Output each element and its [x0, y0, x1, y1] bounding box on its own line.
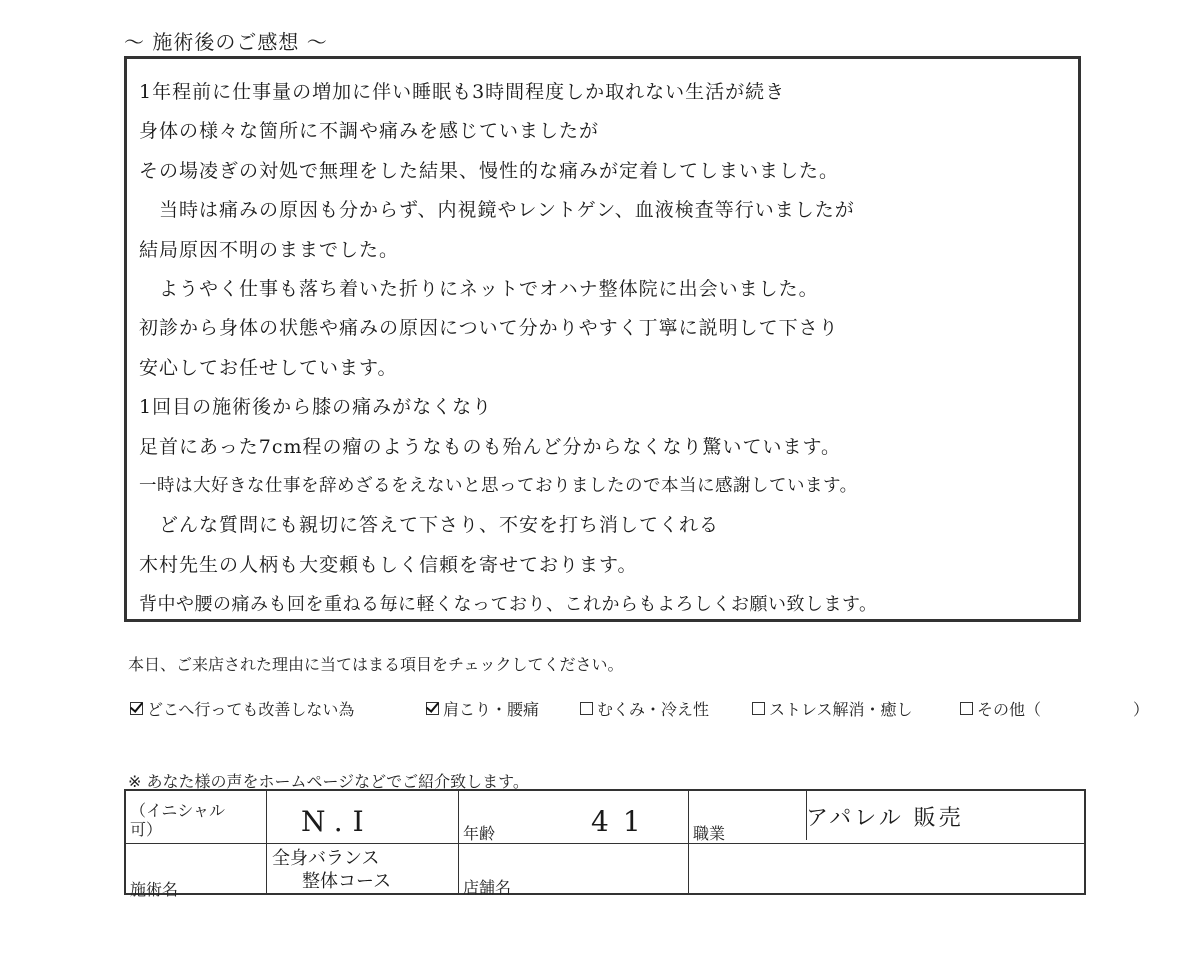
reason-option-stress-relief[interactable] — [752, 697, 913, 720]
table-col-divider — [458, 791, 459, 893]
reason-option-swelling-cold[interactable] — [580, 697, 709, 720]
reason-option-not-improving[interactable] — [130, 697, 354, 720]
impression-line: ようやく仕事も落ち着いた折りにネットでオハナ整体院に出会いました。 — [139, 277, 819, 300]
reason-label: 肩こり・腰痛 — [443, 700, 540, 719]
impression-line: 足首にあった7cm程の瘤のようなものも殆んど分からなくなり驚いています。 — [139, 435, 842, 458]
checkbox-checked[interactable] — [130, 702, 143, 715]
impression-line: 木村先生の人柄も大変頼もしく信頼を寄せております。 — [139, 553, 638, 576]
impression-line: 身体の様々な箇所に不調や痛みを感じていましたが — [139, 120, 600, 143]
treatment-value: 全身バランス 整体コース — [272, 848, 392, 892]
reason-option-shoulder-back[interactable] — [426, 697, 539, 720]
impression-line: どんな質問にも親切に答えて下さり、不安を打ち消してくれる — [139, 514, 720, 537]
impression-line: 初診から身体の状態や痛みの原因について分かりやすく丁寧に説明して下さり — [139, 317, 839, 340]
initial-value: N.I — [301, 805, 374, 838]
checkbox-unchecked[interactable] — [580, 702, 593, 715]
impression-line: 安心してお任せしています。 — [139, 356, 398, 379]
impression-line: その場凌ぎの対処で無理をした結果、慢性的な痛みが定着してしまいました。 — [139, 159, 840, 182]
initial-label: （イニシャル 可） — [130, 801, 226, 839]
customer-info-table — [124, 789, 1086, 899]
checkbox-unchecked[interactable] — [960, 702, 973, 715]
impression-line: 1回目の施術後から膝の痛みがなくなり — [139, 396, 493, 419]
impression-line: 一時は大好きな仕事を辞めざるをえないと思っておりましたので本当に感謝しています。 — [139, 475, 858, 496]
publish-note: ※ あなた様の声をホームページなどでご紹介致します。 — [128, 772, 529, 791]
handwritten-impression — [139, 73, 1072, 624]
impression-line: 1年程前に仕事量の増加に伴い睡眠も3時間程度しか取れない生活が続き — [139, 81, 786, 103]
occupation-value: アパレル 販売 — [806, 806, 964, 831]
occupation-label: 職業 — [693, 824, 726, 843]
treatment-label: 施術名 — [130, 880, 179, 899]
checkbox-unchecked[interactable] — [752, 702, 765, 715]
store-label: 店舗名 — [463, 878, 512, 897]
reason-label: ストレス解消・癒し — [769, 700, 913, 719]
table-col-divider — [688, 791, 689, 893]
reason-checklist — [128, 697, 1158, 721]
impression-line: 当時は痛みの原因も分からず、内視鏡やレントゲン、血液検査等行いましたが — [139, 199, 855, 222]
checkbox-checked[interactable] — [426, 702, 439, 715]
reason-label: どこへ行っても改善しない為 — [147, 700, 355, 719]
impression-line: 結局原因不明のままでした。 — [139, 238, 400, 261]
reason-label: むくみ・冷え性 — [597, 700, 710, 719]
reason-label: その他（ — [977, 700, 1042, 719]
table-col-divider — [266, 791, 267, 893]
age-value: 41 — [591, 805, 655, 838]
table-row-divider — [126, 843, 1084, 844]
other-paren-close: ） — [1133, 700, 1150, 719]
impression-box — [124, 56, 1081, 622]
reason-prompt: 本日、ご来店された理由に当てはまる項目をチェックしてください。 — [128, 655, 624, 674]
impression-line: 背中や腰の痛みも回を重ねる毎に軽くなっており、これからもよろしくお願い致します。 — [139, 594, 878, 616]
reason-option-other[interactable] — [960, 697, 1041, 720]
age-label: 年齢 — [463, 824, 496, 843]
form-title: ～ 施術後のご感想 ～ — [124, 30, 328, 54]
